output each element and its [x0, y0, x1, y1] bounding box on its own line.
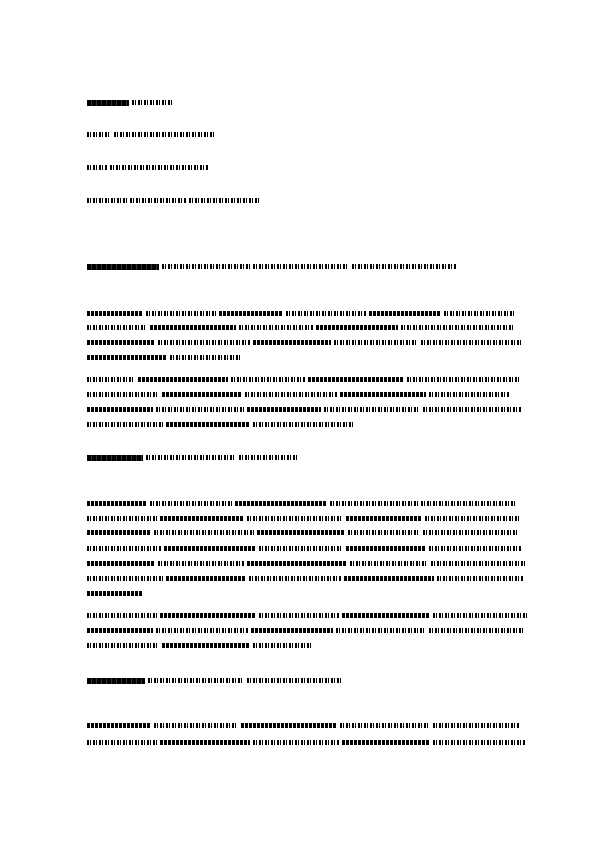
heading-word: [87, 678, 145, 684]
word: [429, 392, 509, 397]
heading-word: [146, 455, 236, 460]
word: [247, 516, 343, 521]
word: [259, 613, 339, 618]
paragraph-line: [87, 377, 521, 382]
header-line-2: [87, 132, 214, 137]
word: [146, 311, 216, 316]
word: [235, 501, 327, 506]
word: [334, 340, 418, 345]
word: [241, 723, 337, 728]
word: [239, 325, 313, 330]
heading-word: [87, 264, 159, 270]
paragraph-line: [87, 340, 521, 345]
header-word: [87, 165, 107, 170]
header-word: [110, 165, 208, 170]
heading-word: [352, 264, 456, 269]
word: [87, 576, 163, 581]
heading-word: [162, 264, 250, 269]
word: [160, 516, 244, 521]
heading-word: [87, 455, 143, 461]
word: [308, 377, 404, 382]
word: [156, 628, 248, 633]
word: [431, 561, 525, 566]
word: [87, 516, 157, 521]
paragraph-line: [87, 311, 514, 316]
word: [444, 311, 514, 316]
paragraph-line: [87, 740, 525, 745]
paragraph-line: [87, 628, 525, 633]
word: [342, 740, 430, 745]
paragraph-line: [87, 613, 527, 618]
word: [421, 340, 521, 345]
word: [247, 407, 321, 412]
word: [87, 591, 143, 596]
word: [251, 628, 333, 633]
header-word: [132, 100, 172, 105]
word: [87, 311, 143, 316]
word: [164, 546, 256, 551]
word: [425, 516, 519, 521]
header-word: [130, 198, 186, 203]
header-line-4: [87, 198, 259, 203]
paragraph-line: [87, 392, 509, 397]
paragraph-line: [87, 501, 517, 506]
section-1-heading: [87, 264, 456, 269]
heading-word: [148, 678, 244, 683]
paragraph-line: [87, 576, 523, 581]
paragraph-line: [87, 643, 313, 648]
paragraph-line: [87, 546, 521, 551]
paragraph-line: [87, 407, 521, 412]
word: [245, 392, 337, 397]
header-word: [87, 132, 111, 137]
word: [429, 628, 525, 633]
word: [437, 576, 523, 581]
word: [348, 530, 420, 535]
paragraph-line: [87, 422, 353, 427]
word: [247, 561, 347, 566]
word: [346, 546, 426, 551]
word: [166, 422, 250, 427]
word: [253, 740, 339, 745]
word: [87, 740, 157, 745]
word: [429, 546, 521, 551]
header-word: [114, 132, 214, 137]
heading-word: [247, 678, 343, 683]
word: [423, 530, 519, 535]
word: [87, 377, 135, 382]
word: [87, 392, 159, 397]
word: [150, 325, 236, 330]
word: [154, 530, 254, 535]
word: [160, 613, 256, 618]
word: [346, 516, 422, 521]
word: [350, 561, 428, 566]
word: [316, 325, 398, 330]
word: [253, 643, 313, 648]
header-word: [87, 100, 129, 106]
word: [423, 407, 521, 412]
paragraph-line: [87, 530, 519, 535]
word: [87, 340, 155, 345]
heading-word: [239, 455, 299, 460]
word: [87, 643, 159, 648]
header-line-1: [87, 100, 172, 105]
word: [340, 723, 430, 728]
word: [87, 422, 163, 427]
word: [336, 628, 426, 633]
word: [342, 613, 430, 618]
word: [138, 377, 228, 382]
word: [253, 422, 353, 427]
header-word: [189, 198, 259, 203]
word: [433, 613, 527, 618]
header-word: [87, 198, 127, 203]
paragraph-line: [87, 561, 525, 566]
word: [162, 392, 242, 397]
paragraph-line: [87, 591, 143, 596]
word: [87, 628, 153, 633]
word: [87, 407, 153, 412]
paragraph-line: [87, 325, 513, 330]
word: [286, 311, 366, 316]
word: [166, 576, 246, 581]
word: [324, 407, 420, 412]
word: [407, 377, 521, 382]
paragraph-line: [87, 516, 519, 521]
word: [158, 561, 244, 566]
word: [87, 530, 151, 535]
word: [160, 740, 250, 745]
word: [87, 355, 167, 360]
word: [249, 576, 341, 581]
word: [158, 340, 250, 345]
word: [401, 325, 513, 330]
paragraph-line: [87, 723, 519, 728]
paragraph-line: [87, 355, 242, 360]
word: [257, 530, 345, 535]
word: [154, 723, 238, 728]
section-2-heading: [87, 455, 299, 460]
word: [87, 723, 151, 728]
word: [170, 355, 242, 360]
word: [156, 407, 244, 412]
word: [162, 643, 250, 648]
word: [253, 340, 331, 345]
word: [433, 723, 519, 728]
word: [433, 740, 525, 745]
section-3-heading: [87, 678, 343, 683]
word: [87, 546, 161, 551]
word: [340, 392, 426, 397]
word: [87, 613, 157, 618]
word: [87, 501, 147, 506]
word: [219, 311, 283, 316]
word: [150, 501, 232, 506]
header-line-3: [87, 165, 208, 170]
word: [330, 501, 418, 506]
word: [87, 561, 155, 566]
word: [259, 546, 343, 551]
word: [231, 377, 305, 382]
word: [344, 576, 434, 581]
word: [87, 325, 147, 330]
word: [369, 311, 441, 316]
word: [421, 501, 517, 506]
heading-word: [253, 264, 349, 269]
